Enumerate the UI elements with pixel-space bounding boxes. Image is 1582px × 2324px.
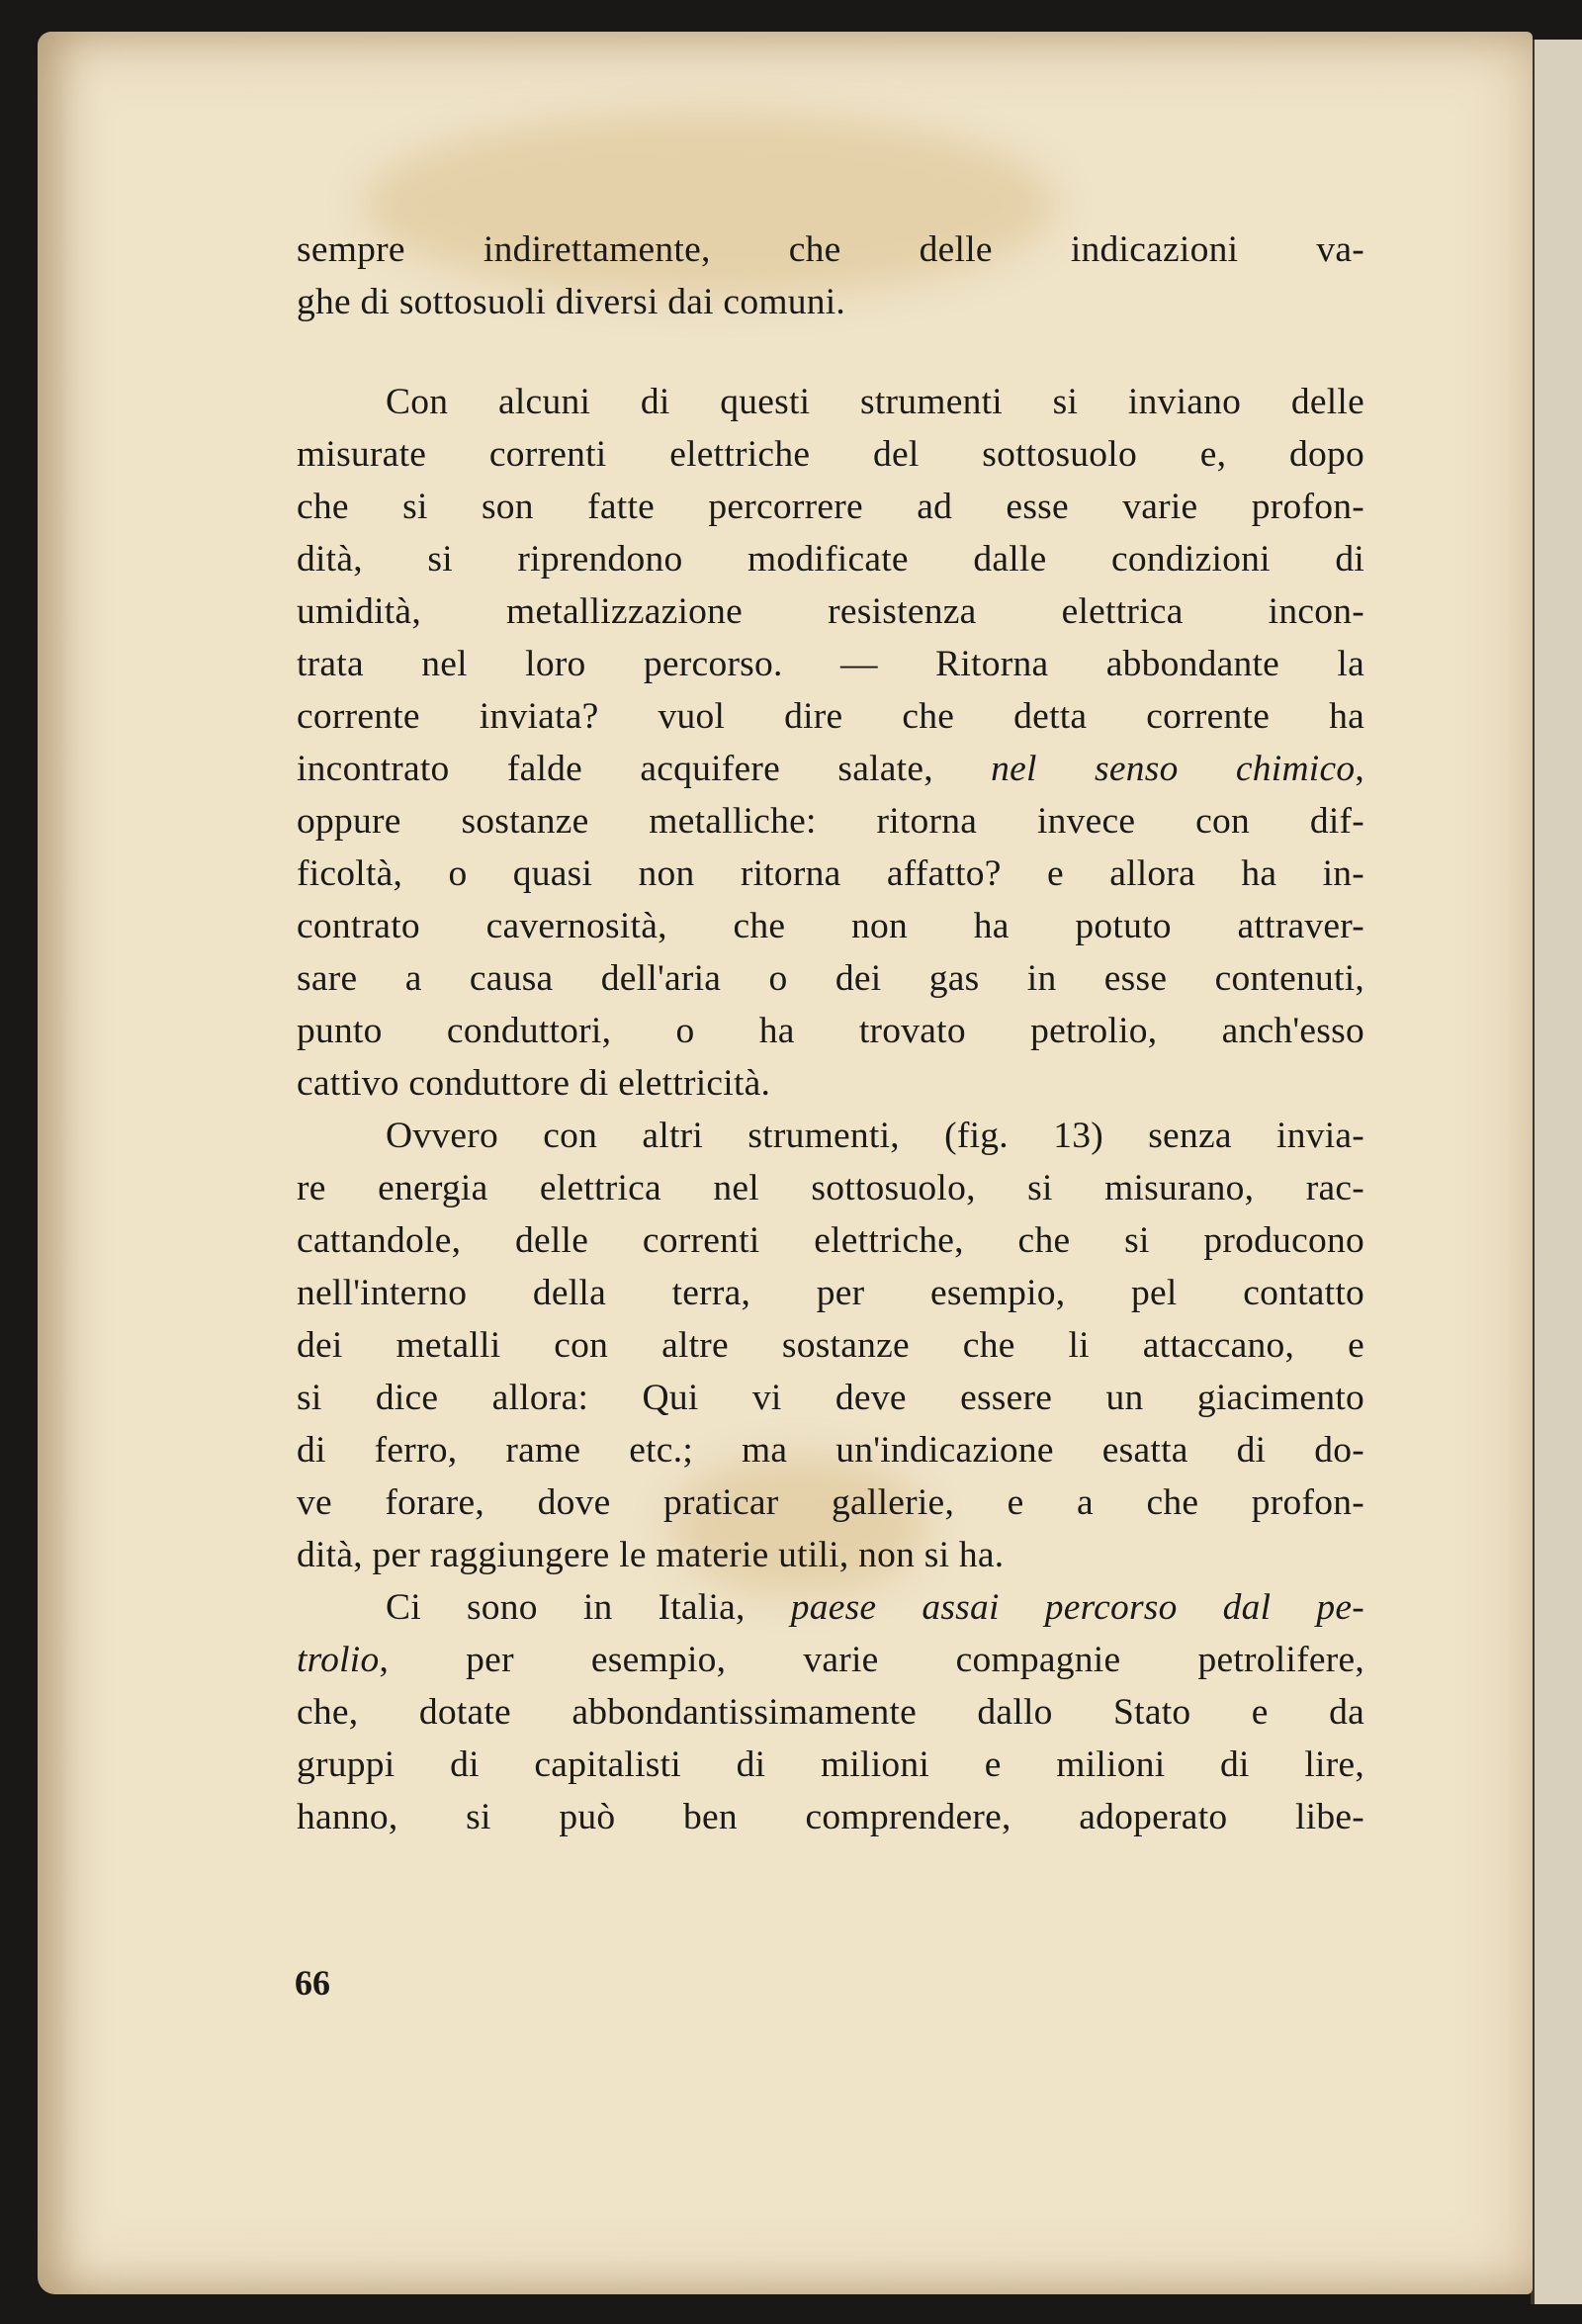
text-line: sempre indirettamente, che delle indicazioni va- — [297, 229, 1364, 270]
text-line: cattandole, delle correnti elettriche, che si producono — [297, 1220, 1364, 1261]
text-line: cattivo conduttore di elettricità. — [297, 1063, 771, 1104]
text-line: Ci sono in Italia, paese assai percorso dal pe- — [386, 1587, 1364, 1628]
text-line: dità, per raggiungere le materie utili, non si ha. — [297, 1535, 1005, 1575]
text-line: incontrato falde acquifere salate, nel senso chimico, — [297, 749, 1364, 789]
text-line: Con alcuni di questi strumenti si inviano delle — [386, 382, 1364, 422]
text-line: dei metalli con altre sostanze che li attaccano, e — [297, 1325, 1364, 1366]
italic-phrase: paese assai percorso dal pe- — [790, 1587, 1364, 1628]
text-line: ghe di sottosuoli diversi dai comuni. — [297, 282, 846, 322]
text-line: che si son fatte percorrere ad esse varie profon- — [297, 487, 1364, 527]
text-line: che, dotate abbondantissimamente dallo Stato e da — [297, 1692, 1364, 1733]
text-line: ficoltà, o quasi non ritorna affatto? e allora ha in- — [297, 853, 1364, 894]
text-line: gruppi di capitalisti di milioni e milioni di lire, — [297, 1744, 1364, 1785]
text-line: oppure sostanze metalliche: ritorna invece con dif- — [297, 801, 1364, 842]
text-line: misurate correnti elettriche del sottosuolo e, dopo — [297, 434, 1364, 475]
text-line: ve forare, dove praticar gallerie, e a che profon- — [297, 1482, 1364, 1523]
text-line: punto conduttori, o ha trovato petrolio, anch'esso — [297, 1011, 1364, 1051]
page-number: 66 — [295, 1963, 330, 2003]
text-line: corrente inviata? vuol dire che detta corrente ha — [297, 696, 1364, 737]
text-line: contrato cavernosità, che non ha potuto attraver- — [297, 906, 1364, 946]
text-line: hanno, si può ben comprendere, adoperato libe- — [297, 1797, 1364, 1837]
italic-phrase: trolio — [297, 1640, 380, 1680]
text-line: di ferro, rame etc.; ma un'indicazione esatta di do- — [297, 1430, 1364, 1471]
text-line: sare a causa dell'aria o dei gas in esse contenuti, — [297, 958, 1364, 999]
text-line: nell'interno della terra, per esempio, pel contatto — [297, 1273, 1364, 1313]
text-line: Ovvero con altri strumenti, (fig. 13) senza invia- — [386, 1116, 1364, 1156]
body-text — [297, 223, 1364, 1843]
italic-phrase: nel senso chimico — [991, 749, 1356, 789]
text-line: trolio, per esempio, varie compagnie petrolifere, — [297, 1640, 1364, 1680]
text-line: dità, si riprendono modificate dalle condizioni di — [297, 539, 1364, 580]
text-line: trata nel loro percorso. — Ritorna abbondante la — [297, 644, 1364, 684]
next-page-edge — [1531, 40, 1582, 2304]
text-line: umidità, metallizzazione resistenza elettrica incon- — [297, 591, 1364, 632]
text-line: re energia elettrica nel sottosuolo, si misurano, rac- — [297, 1168, 1364, 1208]
text-line: si dice allora: Qui vi deve essere un giacimento — [297, 1378, 1364, 1418]
